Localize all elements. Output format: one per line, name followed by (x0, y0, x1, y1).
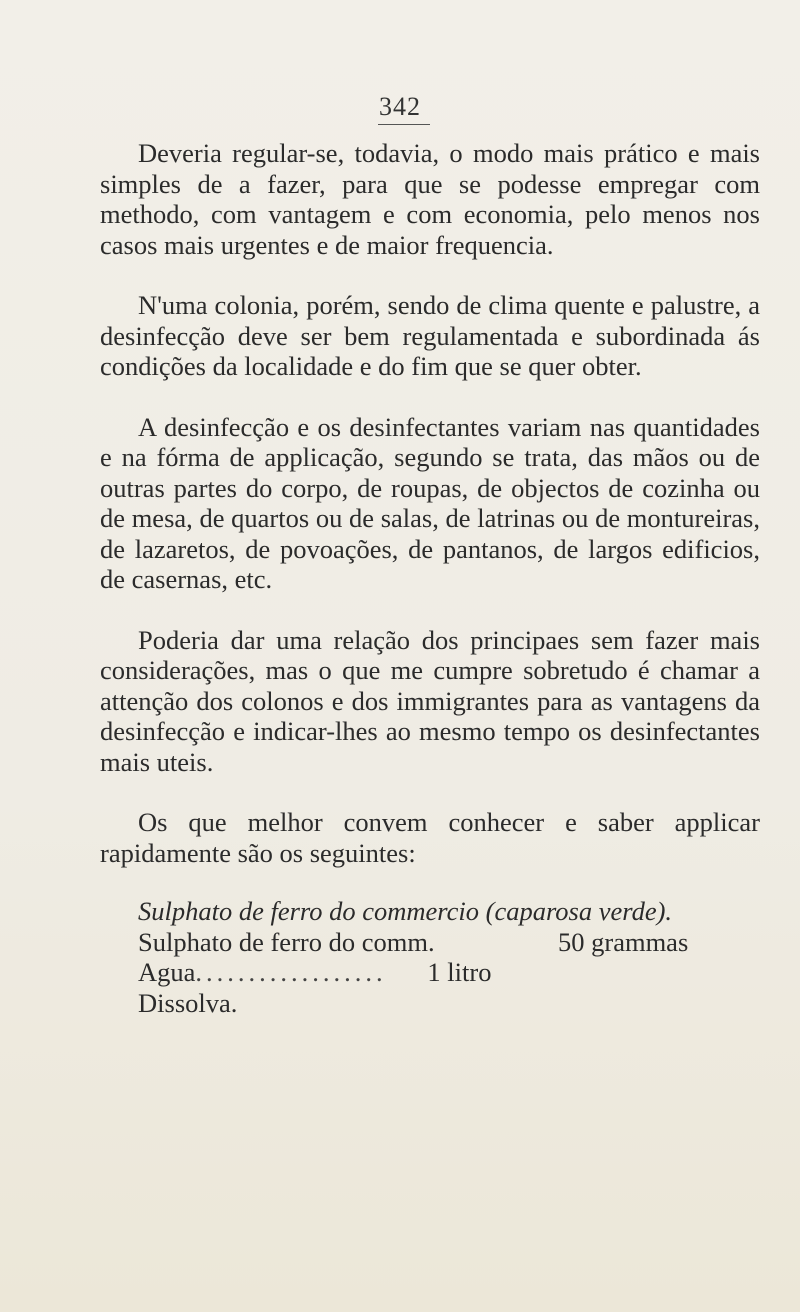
leader-dots: .................. (195, 957, 387, 987)
ingredient-quantity: 50 grammas (558, 926, 689, 957)
recipe (100, 896, 760, 1018)
paragraph: Poderia dar uma relação dos principaes sem fazer mais considerações, mas o que me cumpre sobretudo é chamar a attenção dos colonos e dos immigrantes para as vantagens da desinfecção e indicar-lhes ao mesmo tempo os desinfectantes mais uteis. (100, 624, 760, 777)
paragraph: Deveria regular-se, todavia, o modo mais prático e mais simples de a fazer, para que se podesse empregar com methodo, com vantagem e com economia, pelo menos nos casos mais urgentes e de maior frequencia. (100, 138, 760, 260)
ingredient-quantity: 1 litro (427, 957, 492, 987)
page-number: 342 (379, 92, 421, 121)
body-text (100, 138, 760, 1018)
recipe-instruction: Dissolva. (138, 987, 238, 1018)
ingredient-name: Sulphato de ferro do comm. (138, 926, 435, 957)
ingredient-name: Agua (138, 957, 196, 987)
recipe-row (100, 927, 760, 958)
paragraph: N'uma colonia, porém, sendo de clima quente e palustre, a desinfecção deve ser bem regulamentada e subordinada ás condições da localidade e do fim que se quer obter. (100, 290, 760, 381)
paragraph: A desinfecção e os desinfectantes variam nas quantidades e na fórma de applicação, segundo se trata, das mãos ou de outras partes do corpo, de roupas, de objectos de cozinha ou de mesa, de quartos ou de salas, de latrinas ou de montureiras, de lazaretos, de povoações, de pantanos, de largos edificios, de casernas, etc. (100, 411, 760, 594)
recipe-row (100, 957, 760, 988)
paragraph: Os que melhor convem conhecer e saber applicar rapidamente são os seguintes: (100, 807, 760, 868)
header-rule (378, 124, 430, 125)
recipe-title: Sulphato de ferro do commercio (caparosa verde). (138, 896, 673, 926)
